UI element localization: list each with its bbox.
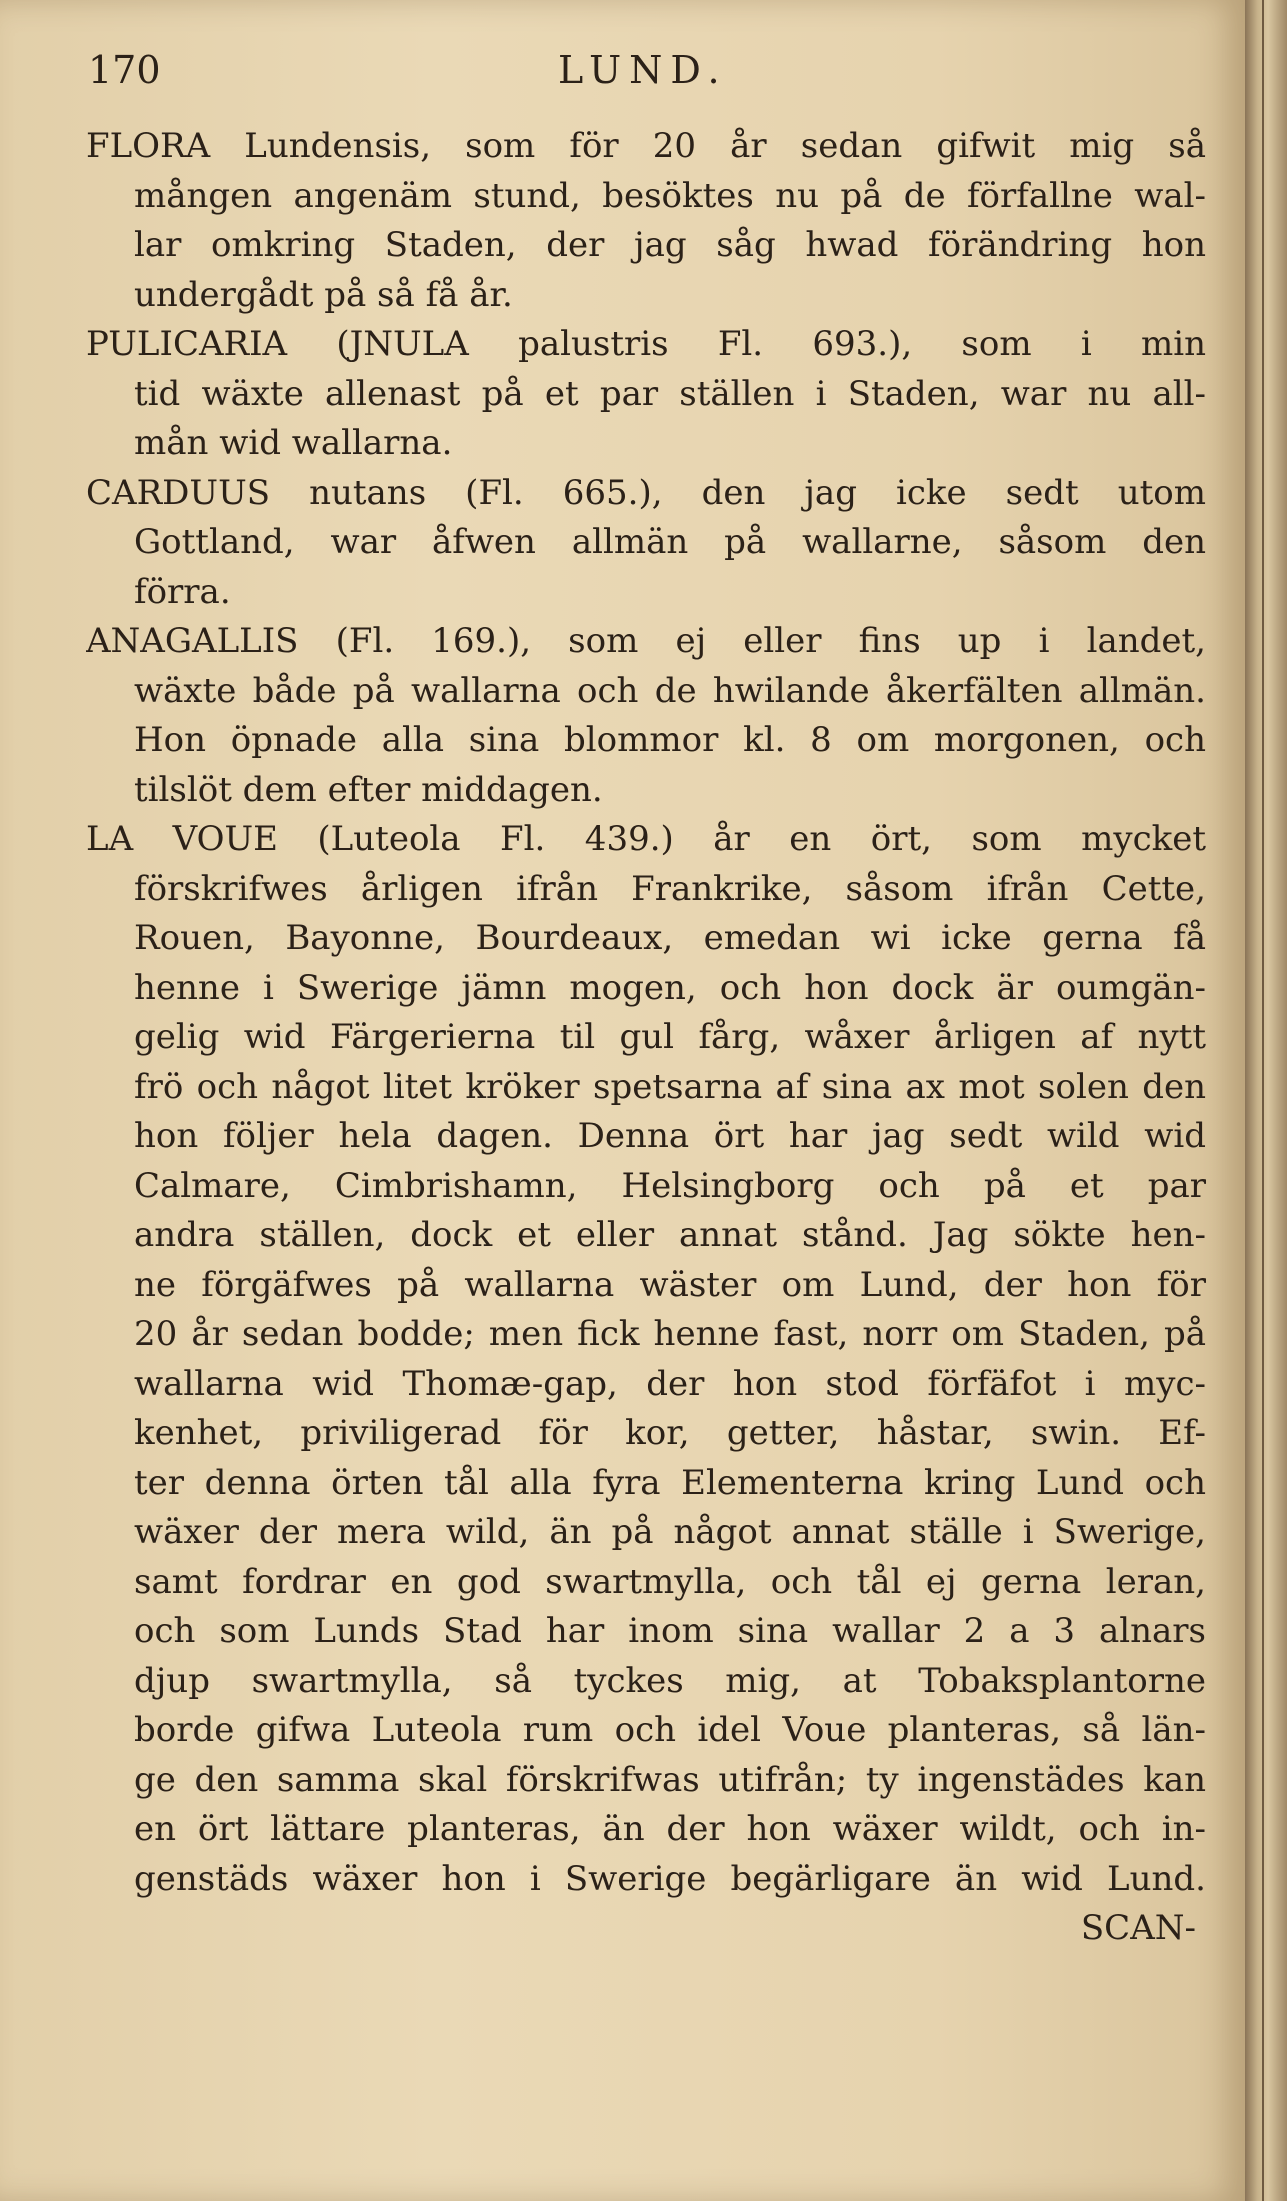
text-line: henne i Swerige jämn mogen, och hon dock är oumgän-	[134, 967, 1206, 1008]
text-line: förskrifwes årligen ifrån Frankrike, såsom ifrån Cette,	[134, 868, 1206, 909]
page-number: 170	[88, 48, 161, 92]
text-line: en ört lättare planteras, än der hon wäxer wildt, och in-	[134, 1809, 1206, 1849]
text-line: genstäds wäxer hon i Swerige begärligare än wid Lund.	[134, 1858, 1206, 1899]
text-line: FLORA Lundensis, som för 20 år sedan gifwit mig så	[86, 126, 1206, 166]
text-line: ge den samma skal förskrifwas utifrån; ty ingenstädes kan	[134, 1759, 1206, 1800]
text-line: LA VOUE (Luteola Fl. 439.) år en ört, som mycket	[86, 819, 1206, 859]
text-line: djup swartmylla, så tyckes mig, at Tobaksplantorne	[134, 1660, 1206, 1701]
text-line: PULICARIA (JNULA palustris Fl. 693.), som i min	[86, 324, 1206, 364]
text-line: mången angenäm stund, besöktes nu på de förfallne wal-	[134, 175, 1206, 216]
text-line: kenhet, priviligerad för kor, getter, håstar, swin. Ef-	[134, 1413, 1206, 1453]
text-line: gelig wid Färgerierna til gul fårg, wåxer årligen af nytt	[134, 1017, 1206, 1057]
text-line: tid wäxte allenast på et par ställen i Staden, war nu all-	[134, 373, 1206, 414]
text-line: tilslöt dem efter middagen.	[134, 769, 603, 810]
text-line: hon följer hela dagen. Denna ört har jag sedt wild wid	[134, 1116, 1206, 1156]
running-head	[88, 48, 1208, 108]
text-line: andra ställen, dock et eller annat stånd. Jag sökte hen-	[134, 1215, 1206, 1255]
text-line: borde gifwa Luteola rum och idel Voue planteras, så län-	[134, 1710, 1206, 1750]
text-line: 20 år sedan bodde; men fick henne fast, norr om Staden, på	[134, 1314, 1206, 1354]
text-line: mån wid wallarna.	[134, 423, 453, 463]
text-line: wäxte både på wallarna och de hwilande åkerfälten allmän.	[134, 670, 1206, 711]
text-line: CARDUUS nutans (Fl. 665.), den jag icke sedt utom	[86, 472, 1206, 513]
text-line: samt fordrar en god swartmylla, och tål ej gerna leran,	[134, 1561, 1206, 1602]
text-line: Hon öpnade alla sina blommor kl. 8 om morgonen, och	[134, 720, 1206, 760]
text-line: ANAGALLIS (Fl. 169.), som ej eller fins up i landet,	[86, 621, 1206, 661]
gutter-line	[1262, 0, 1264, 2201]
text-line: undergådt på så få år.	[134, 274, 513, 315]
text-line: ter denna örten tål alla fyra Elementerna kring Lund och	[134, 1462, 1206, 1503]
text-line: ne förgäfwes på wallarna wäster om Lund, der hon för	[134, 1264, 1206, 1305]
text-line: frö och något litet kröker spetsarna af sina ax mot solen den	[134, 1066, 1206, 1107]
text-line: Calmare, Cimbrishamn, Helsingborg och på et par	[134, 1165, 1206, 1206]
page-edge	[1245, 0, 1287, 2201]
running-title: LUND.	[558, 48, 728, 92]
text-line: lar omkring Staden, der jag såg hwad förändring hon	[134, 225, 1206, 265]
catchword: SCAN-	[1080, 1908, 1196, 1948]
text-line: Gottland, war åfwen allmän på wallarne, såsom den	[134, 522, 1206, 562]
body-text	[86, 122, 1206, 1954]
text-line: Rouen, Bayonne, Bourdeaux, emedan wi icke gerna få	[134, 918, 1206, 958]
text-line: och som Lunds Stad har inom sina wallar 2 a 3 alnars	[134, 1611, 1206, 1651]
text-line: wäxer der mera wild, än på något annat ställe i Swerige,	[134, 1512, 1206, 1552]
text-line: wallarna wid Thomæ-gap, der hon stod förfäfot i myc-	[134, 1363, 1206, 1404]
text-line: förra.	[134, 571, 231, 612]
